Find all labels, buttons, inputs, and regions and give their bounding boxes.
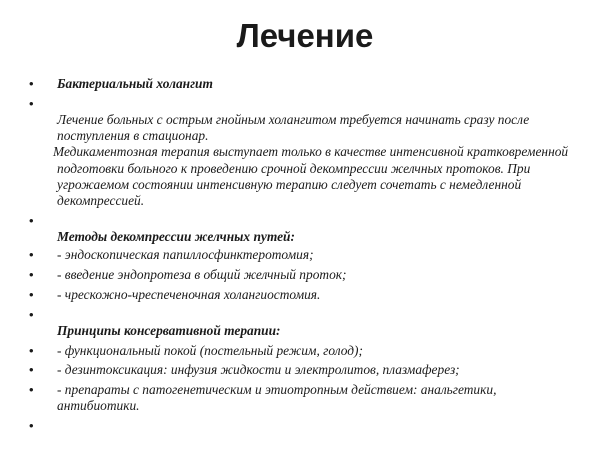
list-item-endoprosthesis	[0, 267, 610, 283]
item-empty-line	[57, 213, 580, 229]
bullet-marker: •	[29, 342, 34, 358]
list-item-text: - эндоскопическая папиллосфинктеротомия;	[57, 247, 314, 263]
paragraph-drug-therapy: Медикаментозная терапия выступает только в качестве интенсивной кратковременной подготовки больного к проведению срочной декомпрессии желчных протоков. При угрожаемом состоянии интенсивную терапию следует сочетать с немедленной декомпрессией.	[53, 144, 569, 209]
list-item-detoxification	[0, 362, 610, 378]
list-item-functional-rest	[0, 343, 610, 359]
bullet-marker: •	[29, 362, 34, 378]
bullet-marker: •	[29, 306, 34, 322]
list-item-bacterial-cholangitis	[0, 76, 610, 92]
item-empty-line	[57, 96, 580, 112]
section-heading: Бактериальный холангит	[57, 76, 213, 91]
list-item-papillosphincterotomy	[0, 247, 610, 263]
section-heading: Принципы консервативной терапии:	[57, 322, 281, 338]
bullet-marker: •	[29, 247, 34, 263]
list-item-text: - чрескожно-чреспеченочная холангиостомия.	[57, 286, 321, 302]
bullet-marker: •	[29, 418, 34, 434]
list-item-drugs	[0, 382, 610, 414]
paragraph-treatment-start: Лечение больных с острым гнойным холангитом требуется начинать сразу после поступления в стационар.	[57, 112, 530, 144]
bullet-list	[0, 76, 610, 438]
list-item-text: - дезинтоксикация: инфузия жидкости и электролитов, плазмаферез;	[57, 362, 460, 378]
bullet-marker: •	[29, 286, 34, 302]
list-item-conservative-therapy	[0, 307, 610, 339]
list-item-decompression-methods	[0, 213, 610, 245]
list-item-text: - препараты с патогенетическим и этиотропным действием: анальгетики, антибиотики.	[57, 382, 497, 414]
item-empty-line	[57, 307, 580, 323]
bullet-marker: •	[29, 95, 34, 111]
bullet-marker: •	[29, 76, 34, 91]
bullet-marker: •	[29, 267, 34, 283]
slide-title: Лечение	[236, 17, 374, 54]
bullet-marker: •	[29, 212, 34, 228]
list-item-cholangiostomy	[0, 287, 610, 303]
list-item-text: - функциональный покой (постельный режим, голод);	[57, 342, 363, 358]
bullet-marker: •	[29, 382, 34, 398]
item-empty-line	[57, 418, 580, 434]
list-item-text: - введение эндопротеза в общий желчный проток;	[57, 267, 347, 283]
list-item-treatment-text	[0, 96, 610, 209]
list-item-empty	[0, 418, 610, 434]
section-heading: Методы декомпрессии желчных путей:	[57, 229, 295, 245]
